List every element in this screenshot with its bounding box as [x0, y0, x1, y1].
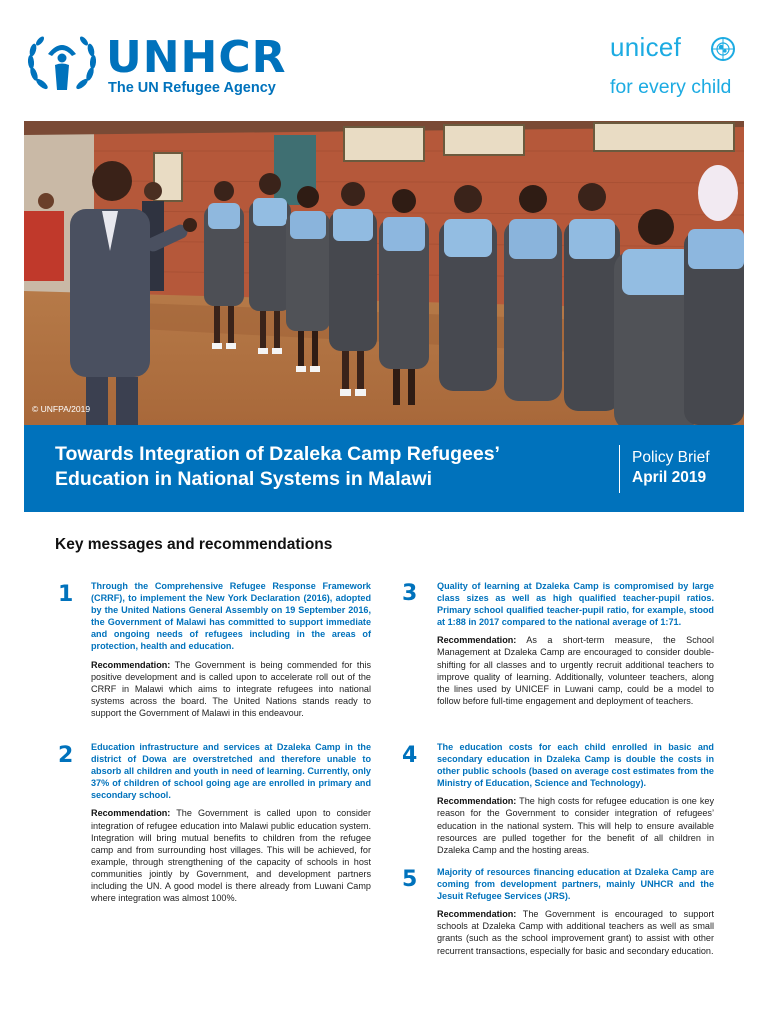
recommendation-text: As a short-term measure, the School Management at Dzaleka Camp are encouraged to consider double-shifting for all classes and to urgently recruit additional teachers to improve quality of learning. Additionally, volunteer teachers, along the lines used by UNICEF in Luwani camp, could be a model to follow before full-time engagement and deployment of teachers.: [437, 635, 714, 706]
unhcr-wordmark: UNHCR: [106, 32, 287, 83]
recommendation-label: Recommendation:: [437, 635, 517, 646]
key-message-4: [437, 741, 714, 856]
recommendation-label: Recommendation:: [91, 659, 171, 670]
unhcr-tagline: The UN Refugee Agency: [108, 80, 276, 96]
message-headline: Through the Comprehensive Refugee Response Framework (CRRF), to implement the New York Declaration (2016), adopted by the United Nations General Assembly on 19 September 2016, the Government of Malawi has committed to support immediate and ongoing needs of refugees including in the areas of protection, health and education.: [91, 581, 371, 652]
message-number-5: 5: [402, 867, 418, 892]
photo-credit: © UNFPA/2019: [32, 404, 91, 414]
unicef-slogan: for every child: [610, 76, 732, 98]
classroom-scene-illustration: [24, 121, 744, 425]
key-message-3: [437, 580, 714, 707]
document-type-label: Policy Brief: [632, 449, 710, 466]
unhcr-emblem-icon: [24, 34, 100, 100]
recommendation-label: Recommendation:: [437, 909, 517, 920]
recommendation: [437, 795, 714, 855]
key-message-5: [437, 866, 714, 957]
message-headline: The education costs for each child enrolled in basic and secondary education in Dzaleka Camp is double the costs in other public schools (based on average cost estimates from the Ministry of Education, Science and Technology).: [437, 742, 714, 789]
recommendation: [91, 659, 371, 719]
recommendation-text: The Government is encouraged to support schools at Dzaleka Camp with additional teachers as well as small grants (such as the school improvement grant) to assist with other recurrent transactions, especially for basic and secondary education.: [437, 909, 714, 956]
unicef-logo: [606, 32, 746, 102]
message-number-1: 1: [58, 582, 74, 607]
message-number-3: 3: [402, 581, 418, 606]
recommendation-label: Recommendation:: [91, 808, 171, 819]
title-band: [24, 425, 744, 512]
unhcr-logo: [24, 34, 324, 100]
recommendation: [437, 634, 714, 707]
message-headline: Quality of learning at Dzaleka Camp is compromised by large class sizes as well as high qualified teacher-pupil ratios. Primary school qualified teacher-pupil ratio, for example, stood at 1:88 in 2017 compared to the national average of 1:71.: [437, 581, 714, 628]
key-message-1: [91, 580, 371, 719]
hero-photo: [24, 121, 744, 425]
unicef-wordmark: unicef: [610, 32, 682, 62]
section-title: Key messages and recommendations: [55, 536, 333, 553]
key-message-2: [91, 741, 371, 904]
message-number-2: 2: [58, 743, 74, 768]
recommendation-text: The high costs for refugee education is one key reason for the Government to consider integration of refugees’ education in the national system. This will help to ensure available resources are pulled together for the benefit of all children in Dzaleka Camp and the hosting areas.: [437, 796, 714, 855]
unicef-globe-icon: [710, 36, 736, 62]
message-number-4: 4: [402, 743, 418, 768]
recommendation-text: The Government is being commended for this positive development and is called upon to accelerate roll out of the CRRF in Malawi which aims to integrate refugees into national systems across the board. The United Nations stands ready to support the Government of Malawi in this endeavour.: [91, 659, 371, 718]
publication-date: April 2019: [632, 469, 707, 486]
recommendation: [437, 908, 714, 956]
recommendation: [91, 807, 371, 904]
brief-title: Towards Integration of Dzaleka Camp Refugees’ Education in National Systems in Malawi: [55, 443, 499, 490]
band-divider: [619, 445, 620, 493]
message-headline: Majority of resources financing education at Dzaleka Camp are coming from development partners, mainly UNHCR and the Jesuit Refugee Services (JRS).: [437, 867, 714, 902]
recommendation-label: Recommendation:: [437, 796, 517, 807]
recommendation-text: The Government is called upon to consider integration of refugee education into Malawi public education system. Integration will bring mutual benefits to children from the refugee camp and from surrounding host villages. This will be achieved, for example, through strengthening of the capacity of schools in host communities jointly by Government, and development partners including the UN. A good model is there already from Luwani Camp where integration was almost 100%.: [91, 808, 371, 904]
message-headline: Education infrastructure and services at Dzaleka Camp in the district of Dowa are overstretched and therefore unable to absorb all children and youth in need of learning. Currently, only 37% of children of school going age are enrolled in primary and secondary school.: [91, 742, 371, 801]
